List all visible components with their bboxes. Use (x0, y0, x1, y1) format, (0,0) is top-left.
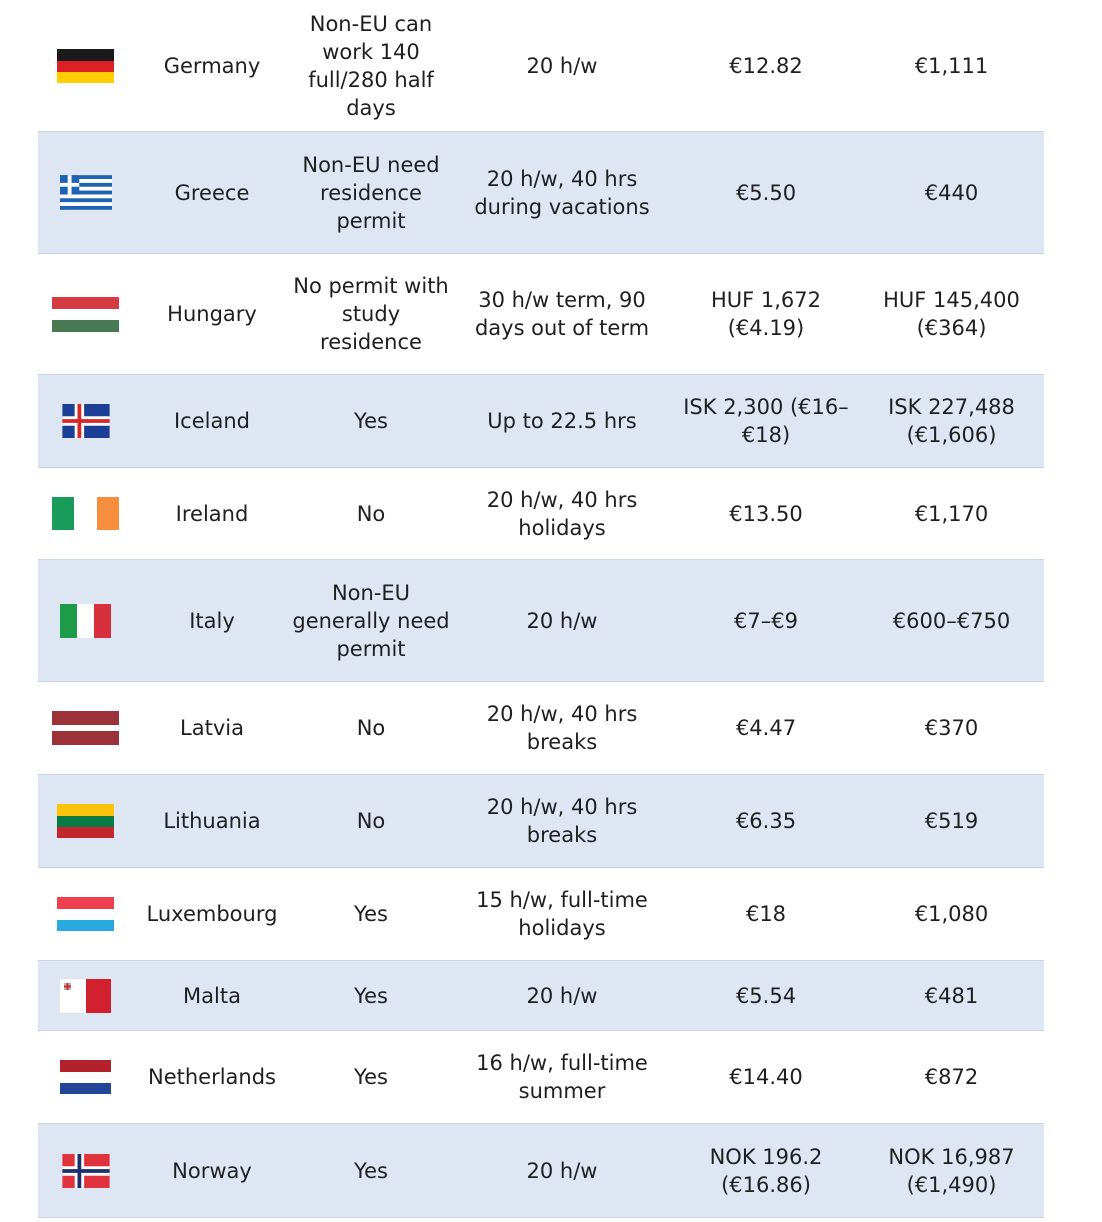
country-name: Netherlands (147, 1065, 276, 1089)
permit-requirement: Yes (354, 1158, 388, 1183)
work-hours: 15 h/w, full-time holidays (476, 888, 648, 940)
work-hours: 20 h/w (526, 608, 598, 633)
monthly-income: €519 (924, 809, 979, 833)
table-row (38, 682, 1044, 775)
monthly-income: NOK 16,987 (€1,490) (888, 1144, 1015, 1197)
country-name: Luxembourg (146, 902, 278, 926)
lithuania-flag-icon (57, 804, 114, 838)
hourly-wage: €5.54 (735, 983, 797, 1008)
country-name: Malta (183, 983, 241, 1008)
country-name: Hungary (167, 302, 257, 326)
greece-flag-icon (60, 175, 112, 210)
table-row (38, 254, 1044, 375)
table-row (38, 375, 1044, 468)
table-row (38, 1124, 1044, 1218)
permit-requirement: No (356, 501, 386, 526)
table-row (38, 0, 1044, 132)
flag-cell (38, 1154, 133, 1188)
monthly-income: €370 (924, 716, 979, 740)
norway-flag-icon (62, 1154, 110, 1188)
permit-requirement: No (356, 809, 386, 833)
country-name: Italy (189, 608, 235, 633)
germany-flag-icon (57, 49, 114, 83)
permit-requirement: Yes (354, 902, 388, 926)
work-hours: 20 h/w, 40 hrs breaks (486, 795, 638, 847)
monthly-income: €872 (924, 1065, 979, 1089)
country-name: Greece (174, 180, 250, 205)
luxembourg-flag-icon (57, 897, 114, 931)
country-name: Germany (163, 53, 261, 78)
flag-cell (38, 804, 133, 838)
hourly-wage: €13.50 (729, 501, 803, 526)
table-row (38, 560, 1044, 682)
hourly-wage: ISK 2,300 (€16–€18) (683, 395, 849, 447)
country-name: Lithuania (163, 809, 261, 833)
work-hours: 16 h/w, full-time summer (476, 1051, 648, 1103)
hourly-wage: HUF 1,672 (€4.19) (710, 288, 822, 340)
netherlands-flag-icon (60, 1060, 111, 1094)
permit-requirement: No permit with study residence (293, 274, 449, 354)
work-hours: 20 h/w, 40 hrs breaks (486, 702, 638, 754)
permit-requirement: Yes (354, 983, 388, 1008)
table-row (38, 468, 1044, 560)
work-hours: 20 h/w, 40 hrs during vacations (474, 166, 650, 219)
monthly-income: €600–€750 (892, 608, 1011, 633)
monthly-income: ISK 227,488 (€1,606) (888, 395, 1015, 447)
monthly-income: €481 (924, 983, 979, 1008)
flag-cell (38, 604, 133, 638)
malta-flag-icon (60, 979, 111, 1013)
work-hours: 20 h/w, 40 hrs holidays (486, 487, 638, 540)
permit-requirement: No (356, 716, 386, 740)
table-row (38, 1031, 1044, 1124)
flag-cell (38, 979, 133, 1013)
permit-requirement: Non-EU need residence permit (302, 152, 440, 233)
iceland-flag-icon (62, 404, 110, 438)
flag-cell (38, 497, 133, 530)
table-row (38, 961, 1044, 1031)
work-hours: 30 h/w term, 90 days out of term (474, 288, 650, 340)
work-hours: Up to 22.5 hrs (487, 409, 637, 433)
country-name: Ireland (175, 501, 249, 526)
monthly-income: €1,111 (914, 53, 989, 78)
work-hours: 20 h/w (526, 53, 598, 78)
monthly-income: €1,080 (914, 902, 989, 926)
hourly-wage: €4.47 (735, 716, 797, 740)
latvia-flag-icon (52, 711, 119, 745)
permit-requirement: Yes (354, 409, 388, 433)
work-hours: 20 h/w (526, 983, 598, 1008)
flag-cell (38, 175, 133, 210)
ireland-flag-icon (52, 497, 119, 530)
hourly-wage: NOK 196.2 (€16.86) (709, 1144, 823, 1197)
hungary-flag-icon (52, 297, 119, 332)
hourly-wage: €14.40 (729, 1065, 803, 1089)
flag-cell (38, 297, 133, 332)
table-row (38, 132, 1044, 254)
country-name: Latvia (180, 716, 244, 740)
country-name: Iceland (173, 409, 250, 433)
hourly-wage: €5.50 (735, 180, 797, 205)
monthly-income: €1,170 (914, 501, 989, 526)
italy-flag-icon (60, 604, 111, 638)
table-row (38, 775, 1044, 868)
hourly-wage: €6.35 (735, 809, 797, 833)
hourly-wage: €7–€9 (734, 608, 798, 633)
country-name: Norway (172, 1158, 252, 1183)
work-hours: 20 h/w (526, 1158, 598, 1183)
flag-cell (38, 1060, 133, 1094)
flag-cell (38, 711, 133, 745)
hourly-wage: €12.82 (729, 53, 803, 78)
monthly-income: €440 (924, 180, 979, 205)
flag-cell (38, 897, 133, 931)
hourly-wage: €18 (745, 902, 787, 926)
flag-cell (38, 404, 133, 438)
permit-requirement: Yes (354, 1065, 388, 1089)
permit-requirement: Non-EU can work 140 full/280 half days (308, 11, 434, 120)
monthly-income: HUF 145,400 (€364) (883, 288, 1020, 340)
country-work-rules-table (38, 0, 1044, 1218)
table-row (38, 868, 1044, 961)
permit-requirement: Non-EU generally need permit (292, 580, 450, 661)
flag-cell (38, 49, 133, 83)
